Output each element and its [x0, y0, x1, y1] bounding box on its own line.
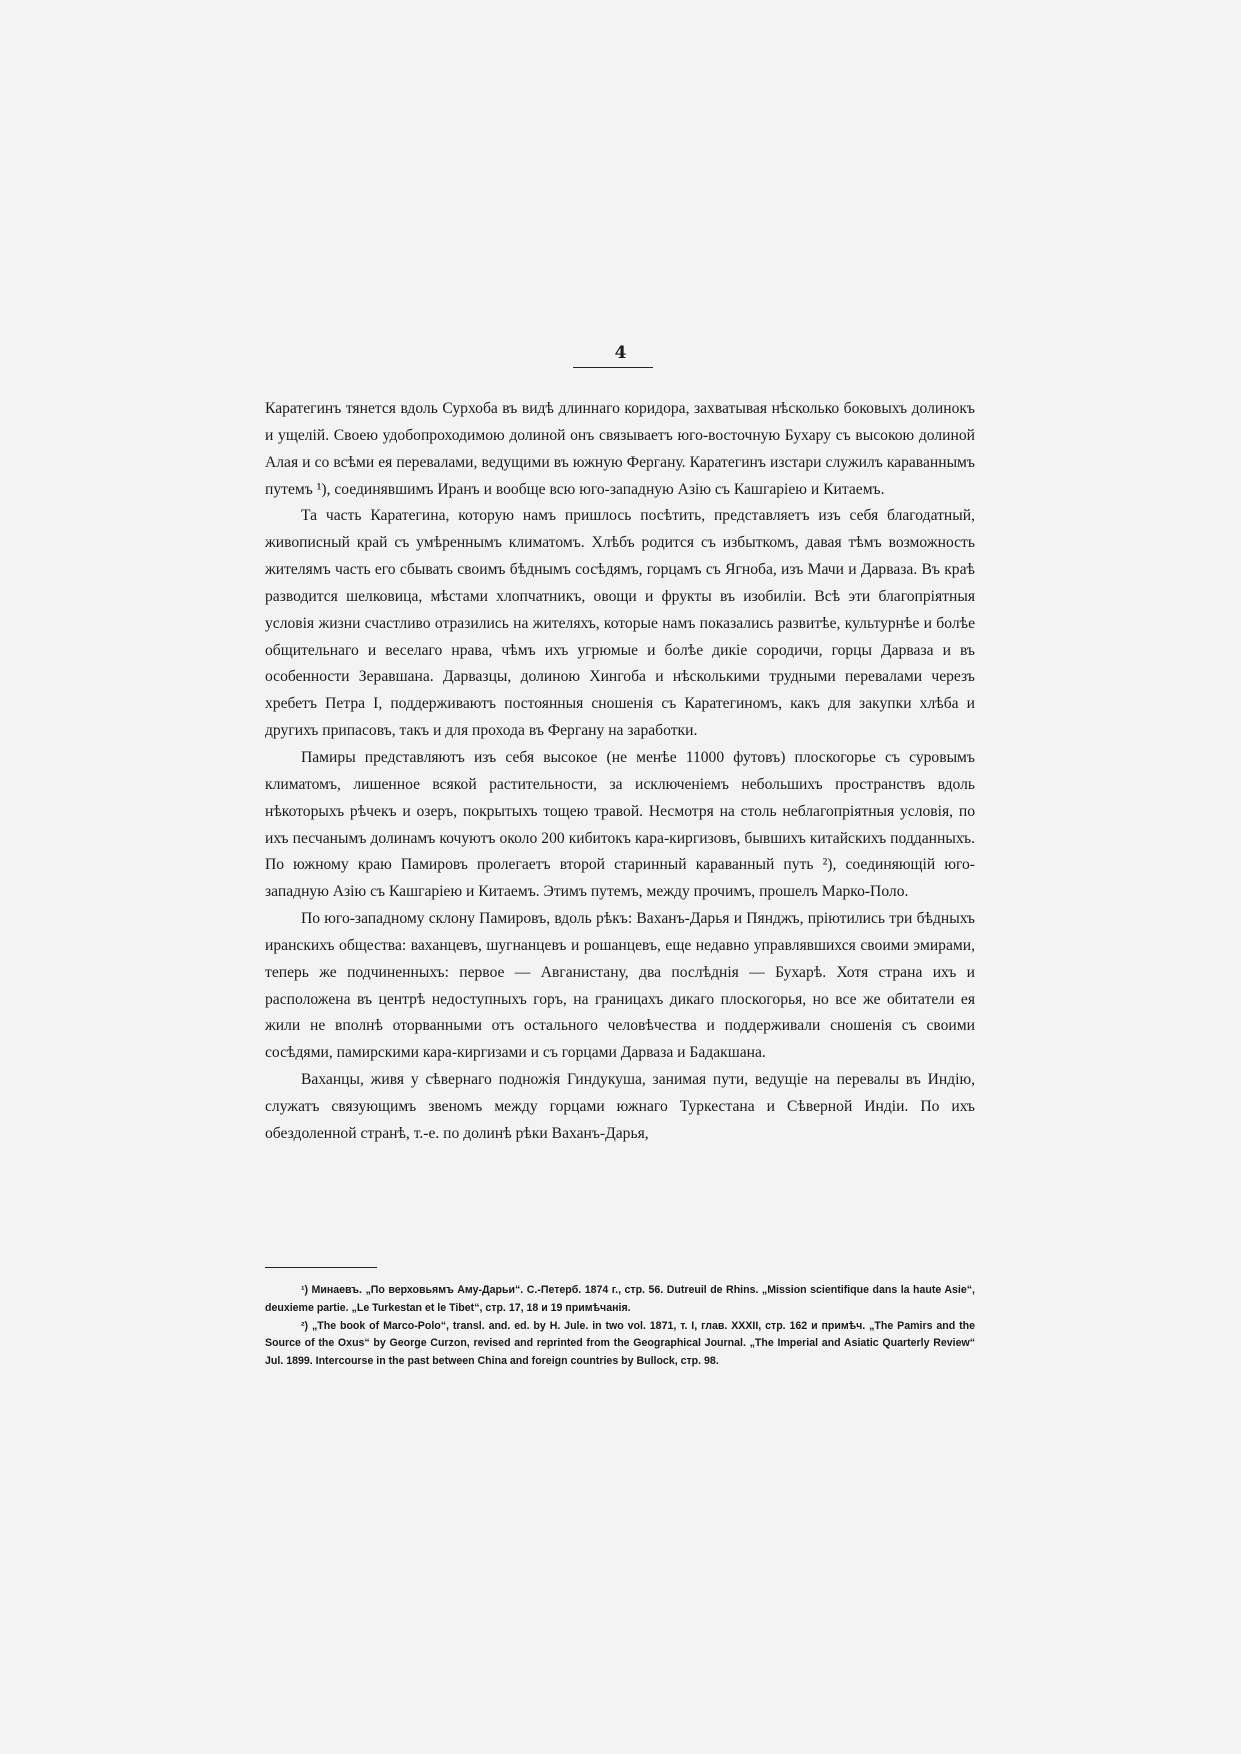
paragraph: Ваханцы, живя у сѣвернаго подножія Гиндукуша, занимая пути, ведущіе на перевалы въ Индію, служатъ связующимъ звеномъ между горцами южнаго Туркестана и Сѣверной Индіи. По ихъ обездоленной странѣ, т.-е. по долинѣ рѣки Ваханъ-Дарья,: [265, 1071, 975, 1142]
page-number-rule: [573, 367, 653, 368]
footnote: ¹) Минаевъ. „По верховьямъ Аму-Дарьи“. С.-Петерб. 1874 г., стр. 56. Dutreuil de Rhins. „Mission scientifique dans la haute Asie“, deuxieme partie. „Le Turkestan et le Tibet“, стр. 17, 18 и 19 примѣчанія.: [265, 1284, 975, 1314]
page-number: 4: [614, 343, 627, 363]
footnote-separator: [265, 1267, 377, 1268]
paragraph: Та часть Каратегина, которую намъ пришлось посѣтить, представляетъ изъ себя благодатный, живописный край съ умѣреннымъ климатомъ. Хлѣбъ родится съ избыткомъ, давая тѣмъ возможность жителямъ часть его сбывать своимъ бѣднымъ сосѣдямъ, горцамъ съ Ягноба, изъ Мачи и Дарваза. Въ краѣ разводится шелковица, мѣстами хлопчатникъ, овощи и фрукты въ изобиліи. Всѣ эти благопріятныя условія жизни счастливо отразились на жителяхъ, которые намъ показались развитѣе, культурнѣе и болѣе общительнаго и веселаго нрава, чѣмъ ихъ угрюмые и болѣе дикіе сородичи, горцы Дарваза и въ особенности Зеравшана. Дарвазцы, долиною Хингоба и нѣсколькими трудными перевалами черезъ хребетъ Петра I, поддерживаютъ постоянныя сношенія съ Каратегиномъ, какъ для закупки хлѣба и другихъ припасовъ, такъ и для прохода въ Фергану на заработки.: [265, 507, 975, 740]
paragraph: Каратегинъ тянется вдоль Сурхоба въ видѣ длиннаго коридора, захватывая нѣсколько боковыхъ долинокъ и ущелій. Своею удобопроходимою долиной онъ связываетъ юго-восточную Бухару съ высокою долиной Алая и со всѣми ея перевалами, ведущими въ южную Фергану. Каратегинъ изстари служилъ караваннымъ путемъ ¹), соединявшимъ Иранъ и вообще всю юго-западную Азію съ Кашгаріею и Китаемъ.: [265, 400, 975, 498]
paragraph: По юго-западному склону Памировъ, вдоль рѣкъ: Ваханъ-Дарья и Пянджъ, пріютились три бѣдныхъ иранскихъ общества: ваханцевъ, шугнанцевъ и рошанцевъ, еще недавно управлявшихся своими эмирами, теперь же подчиненныхъ: первое — Авганистану, два послѣднія — Бухарѣ. Хотя страна ихъ и расположена въ центрѣ недоступныхъ горъ, на границахъ дикаго плоскогорья, но все же обитатели ея жили не вполнѣ оторванными отъ остального человѣчества и поддерживали сношенія съ своими сосѣдями, памирскими кара-киргизами и съ горцами Дарваза и Бадакшана.: [265, 910, 975, 1062]
footnote: ²) „The book of Marco-Polo“, transl. and. ed. by H. Jule. in two vol. 1871, т. I, глав. XXXII, стр. 162 и примѣч. „The Pamirs and the Source of the Oxus“ by George Curzon, revised and reprinted from the Geographical Journal. „The Imperial and Asiatic Quarterly Review“ Jul. 1899. Intercourse in the past between China and foreign countries by Bullock, стр. 98.: [265, 1319, 975, 1368]
body-text: [265, 396, 975, 1148]
footnotes: [265, 1282, 975, 1371]
paragraph: Памиры представляютъ изъ себя высокое (не менѣе 11000 футовъ) плоскогорье съ суровымъ климатомъ, лишенное всякой растительности, за исключеніемъ небольшихъ пространствъ вдоль нѣкоторыхъ рѣчекъ и озеръ, покрытыхъ тощею травой. Несмотря на столь неблагопріятныя условія, по ихъ песчанымъ долинамъ кочуютъ около 200 кибитокъ кара-киргизовъ, бывшихъ китайскихъ подданныхъ. По южному краю Памировъ пролегаетъ второй старинный караванный путь ²), соединяющій юго-западную Азію съ Кашгаріею и Китаемъ. Этимъ путемъ, между прочимъ, прошелъ Марко-Поло.: [265, 748, 975, 901]
